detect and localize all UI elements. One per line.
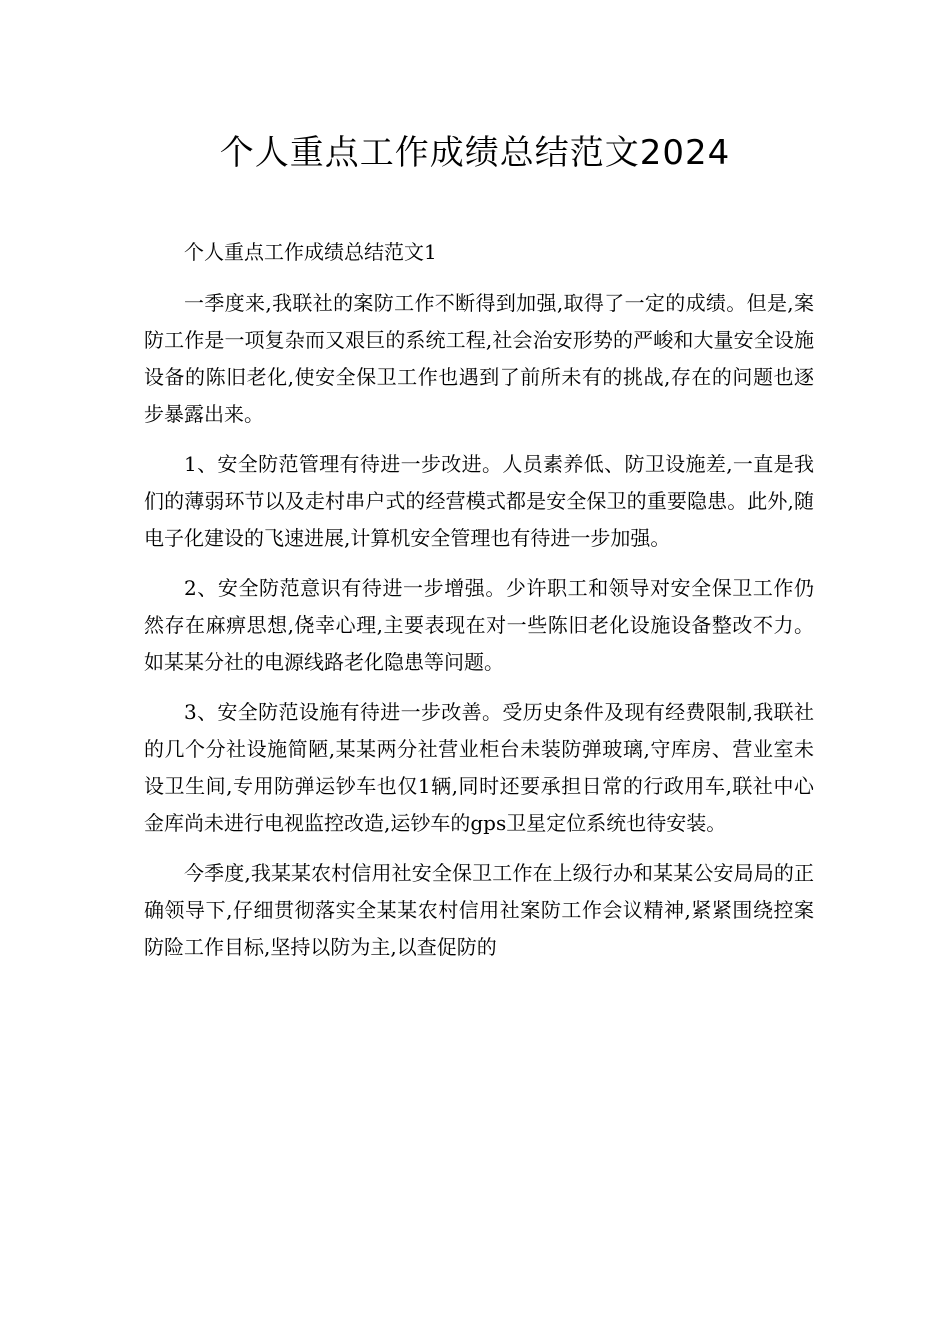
paragraph-intro: 一季度来,我联社的案防工作不断得到加强,取得了一定的成绩。但是,案防工作是一项复杂而又艰巨的系统工程,社会治安形势的严峻和大量安全设施设备的陈旧老化,使安全保卫工作也遇到了前所未有的挑战,存在的问题也逐步暴露出来。 — [144, 291, 814, 426]
paragraph-item-3: 3、安全防范设施有待进一步改善。受历史条件及现有经费限制,我联社的几个分社设施简陋,某某两分社营业柜台未装防弹玻璃,守库房、营业室未设卫生间,专用防弹运钞车也仅1辆,同时还要承担日常的行政用车,联社中心金库尚未进行电视监控改造,运钞车的gps卫星定位系统也待安装。 — [144, 700, 814, 835]
document-body — [144, 234, 814, 979]
document-title: 个人重点工作成绩总结范文2024 — [219, 133, 731, 173]
paragraph-item-1: 1、安全防范管理有待进一步改进。人员素养低、防卫设施差,一直是我们的薄弱环节以及走村串户式的经营模式都是安全保卫的重要隐患。此外,随电子化建设的飞速进展,计算机安全管理也有待进一步加强。 — [144, 452, 814, 550]
paragraph-quarter-summary: 今季度,我某某农村信用社安全保卫工作在上级行办和某某公安局局的正确领导下,仔细贯彻落实全某某农村信用社案防工作会议精神,紧紧围绕控案防险工作目标,坚持以防为主,以查促防的 — [144, 861, 814, 959]
paragraph-item-2: 2、安全防范意识有待进一步增强。少许职工和领导对安全保卫工作仍然存在麻痹思想,侥幸心理,主要表现在对一些陈旧老化设施设备整改不力。如某某分社的电源线路老化隐患等问题。 — [144, 576, 814, 674]
section-heading: 个人重点工作成绩总结范文1 — [184, 240, 437, 264]
